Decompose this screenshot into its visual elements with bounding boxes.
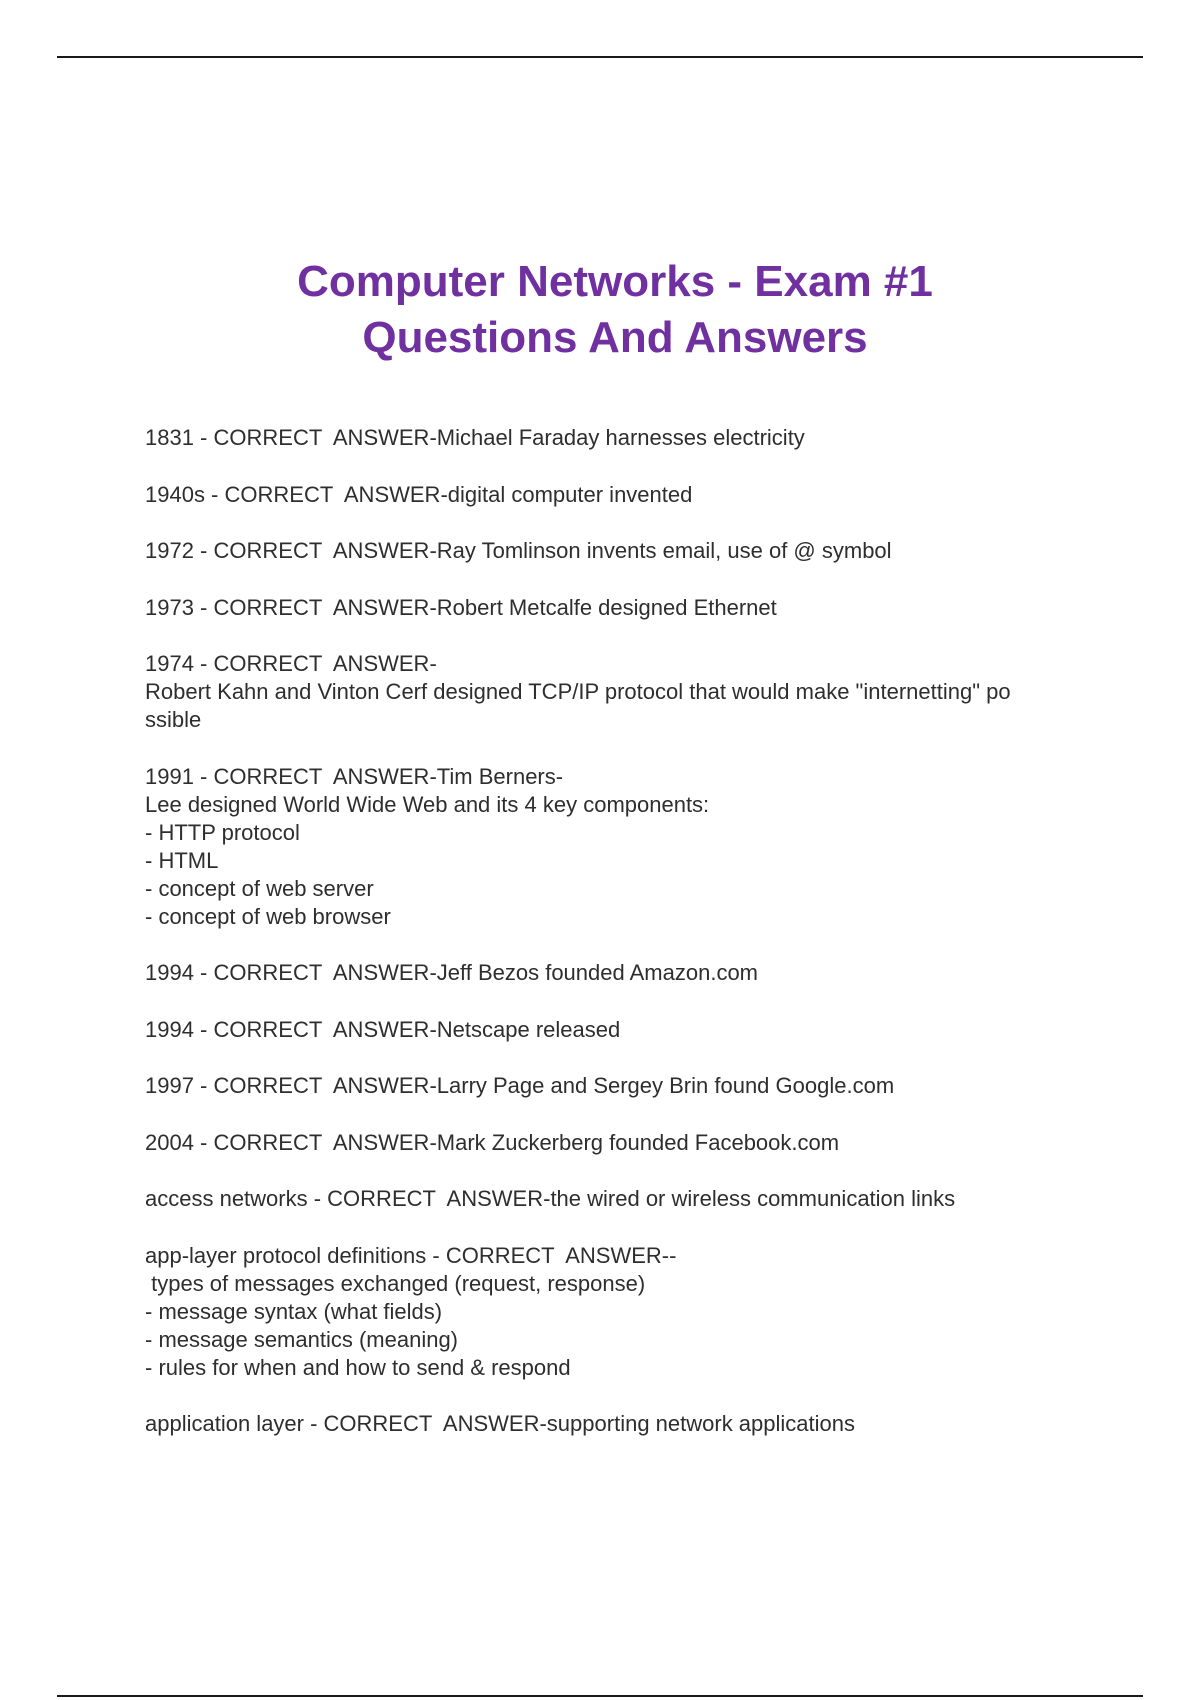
qa-entry	[145, 1072, 1105, 1100]
bottom-divider	[57, 1695, 1143, 1697]
qa-entry-line: types of messages exchanged (request, response)	[145, 1270, 646, 1296]
qa-entry	[145, 959, 1105, 987]
qa-entry-line: - HTML	[145, 847, 219, 873]
title-line: Computer Networks - Exam #1	[297, 257, 933, 306]
qa-entry-line: 1991 - CORRECT ANSWER-Tim Berners-	[145, 763, 564, 789]
qa-entry-line: 1974 - CORRECT ANSWER-	[145, 651, 437, 676]
top-divider	[57, 56, 1143, 58]
qa-entry	[145, 594, 1105, 622]
document-title	[0, 254, 1200, 366]
qa-entry-line: access networks - CORRECT ANSWER-the wired or wireless communication links	[145, 1186, 956, 1211]
qa-entry-line: 2004 - CORRECT ANSWER-Mark Zuckerberg founded Facebook.com	[145, 1129, 840, 1155]
qa-entry-line: - message syntax (what fields)	[145, 1298, 443, 1324]
qa-entry-line: - message semantics (meaning)	[145, 1326, 459, 1352]
qa-entry	[145, 650, 1105, 734]
qa-entry	[145, 1016, 1105, 1044]
qa-entry-line: ssible	[145, 707, 202, 732]
qa-entry-line: 1997 - CORRECT ANSWER-Larry Page and Sergey Brin found Google.com	[145, 1073, 895, 1098]
qa-entry-line: - HTTP protocol	[145, 819, 300, 845]
qa-entry-line: - rules for when and how to send & respond	[145, 1354, 571, 1380]
qa-entry-line: 1972 - CORRECT ANSWER-Ray Tomlinson invents email, use of @ symbol	[145, 538, 892, 563]
qa-entry	[145, 1410, 1105, 1438]
qa-entry-line: 1940s - CORRECT ANSWER-digital computer invented	[145, 481, 693, 507]
qa-entry	[145, 481, 1105, 509]
qa-entry	[145, 1185, 1105, 1213]
qa-entry-line: - concept of web browser	[145, 903, 391, 929]
qa-entry-line: Lee designed World Wide Web and its 4 key components:	[145, 791, 710, 817]
qa-entry-line: 1973 - CORRECT ANSWER-Robert Metcalfe designed Ethernet	[145, 594, 777, 620]
qa-entry	[145, 763, 1105, 931]
qa-entry-line: application layer - CORRECT ANSWER-supporting network applications	[145, 1411, 855, 1436]
qa-entry-line: app-layer protocol definitions - CORRECT ANSWER--	[145, 1242, 677, 1268]
qa-entry	[145, 537, 1105, 565]
title-line: Questions And Answers	[362, 313, 868, 362]
qa-list	[145, 424, 1105, 1467]
qa-entry-line: - concept of web server	[145, 875, 374, 901]
qa-entry	[145, 1242, 1105, 1382]
qa-entry-line: Robert Kahn and Vinton Cerf designed TCP/IP protocol that would make "internetting" po	[145, 679, 1011, 704]
qa-entry-line: 1994 - CORRECT ANSWER-Netscape released	[145, 1016, 621, 1042]
qa-entry-line: 1994 - CORRECT ANSWER-Jeff Bezos founded Amazon.com	[145, 960, 759, 985]
qa-entry	[145, 424, 1105, 452]
qa-entry	[145, 1129, 1105, 1157]
qa-entry-line: 1831 - CORRECT ANSWER-Michael Faraday harnesses electricity	[145, 425, 805, 450]
